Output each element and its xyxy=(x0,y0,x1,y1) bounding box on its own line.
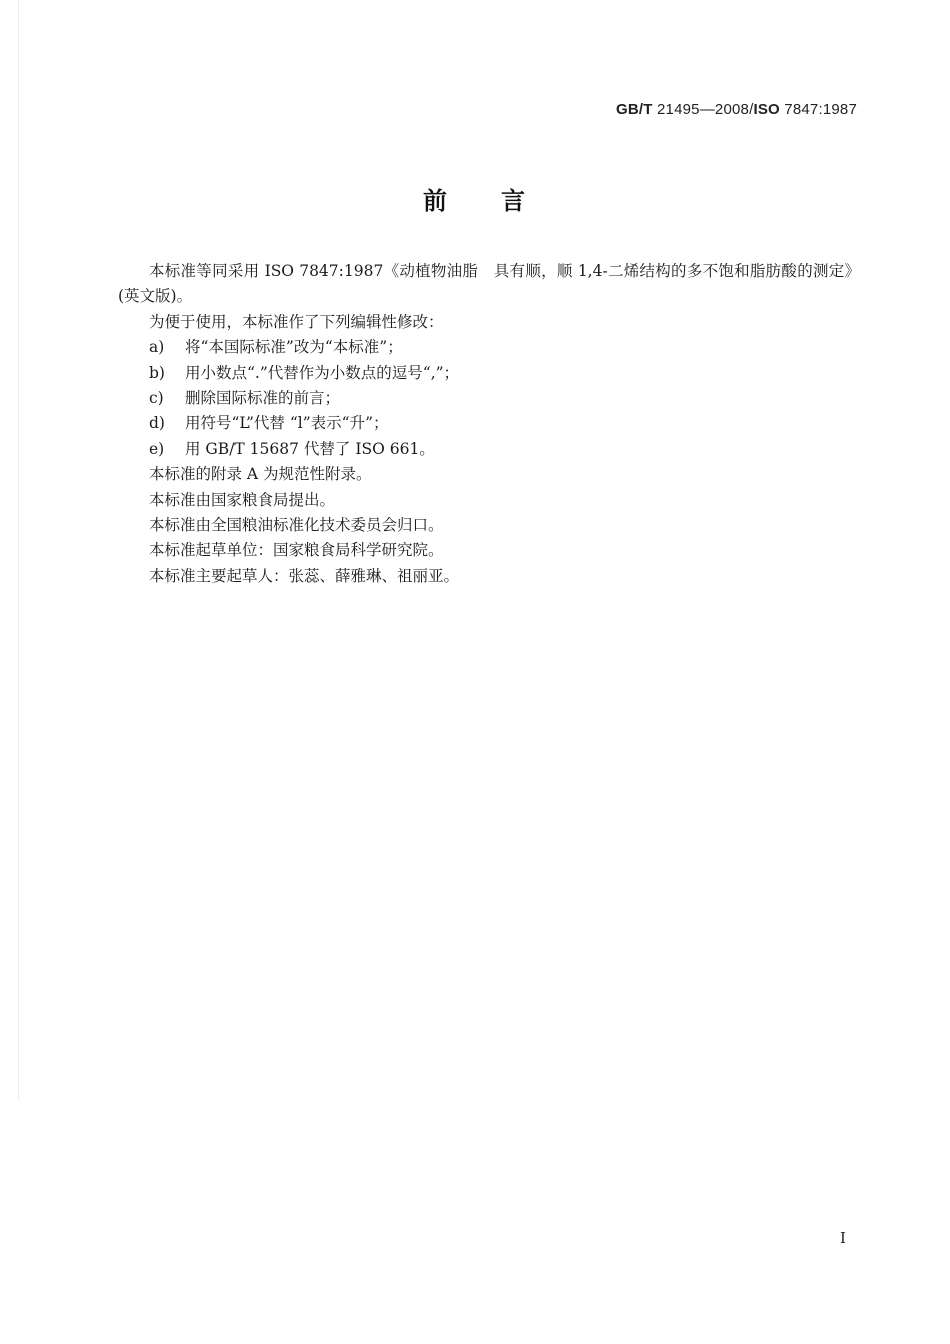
paragraph-drafting-unit: 本标准起草单位：国家粮食局科学研究院。 xyxy=(149,541,444,560)
list-item xyxy=(118,361,860,386)
list-item-text: 用小数点“.”代替作为小数点的逗号“,”； xyxy=(185,363,460,382)
title-char-2: 言 xyxy=(501,187,527,215)
list-item-label: e) xyxy=(149,439,165,458)
list-item xyxy=(118,411,860,436)
paragraph-adoption: 本标准等同采用 ISO 7847:1987《动植物油脂 具有顺，顺 1,4-二烯结构的多不饱和脂肪酸的测定》(英文版)。 xyxy=(118,262,860,306)
iso-prefix: ISO xyxy=(753,101,780,118)
paragraph-committee: 本标准由全国粮油标准化技术委员会归口。 xyxy=(149,516,444,535)
page-title xyxy=(0,181,950,216)
list-item xyxy=(118,437,860,462)
list-item-label: b) xyxy=(149,363,165,382)
page-number: I xyxy=(840,1229,846,1247)
standard-number-header xyxy=(616,101,857,118)
list-item-text: 用符号“L”代替 “l”表示“升”； xyxy=(185,414,389,433)
foreword-body xyxy=(118,259,860,589)
title-char-1: 前 xyxy=(423,187,449,215)
list-item xyxy=(118,386,860,411)
list-item-text: 删除国际标准的前言； xyxy=(185,389,341,408)
gbt-number: 21495—2008/ xyxy=(652,101,754,118)
list-item xyxy=(118,335,860,360)
gbt-prefix: GB/T xyxy=(616,101,653,118)
paragraph-annex: 本标准的附录 A 为规范性附录。 xyxy=(149,465,372,484)
iso-number: 7847:1987 xyxy=(779,101,857,118)
list-item-label: a) xyxy=(149,338,165,357)
paragraph-proposer: 本标准由国家粮食局提出。 xyxy=(149,490,336,509)
list-item-label: d) xyxy=(149,414,165,433)
list-item-text: 用 GB/T 15687 代替了 ISO 661。 xyxy=(185,439,435,458)
paragraph-modifications-intro: 为便于使用，本标准作了下列编辑性修改： xyxy=(149,312,444,331)
list-item-text: 将“本国际标准”改为“本标准”； xyxy=(185,338,403,357)
scan-edge-line xyxy=(18,0,19,1100)
paragraph-drafters: 本标准主要起草人：张蕊、薛雅琳、祖丽亚。 xyxy=(149,566,460,585)
list-item-label: c) xyxy=(149,389,164,408)
